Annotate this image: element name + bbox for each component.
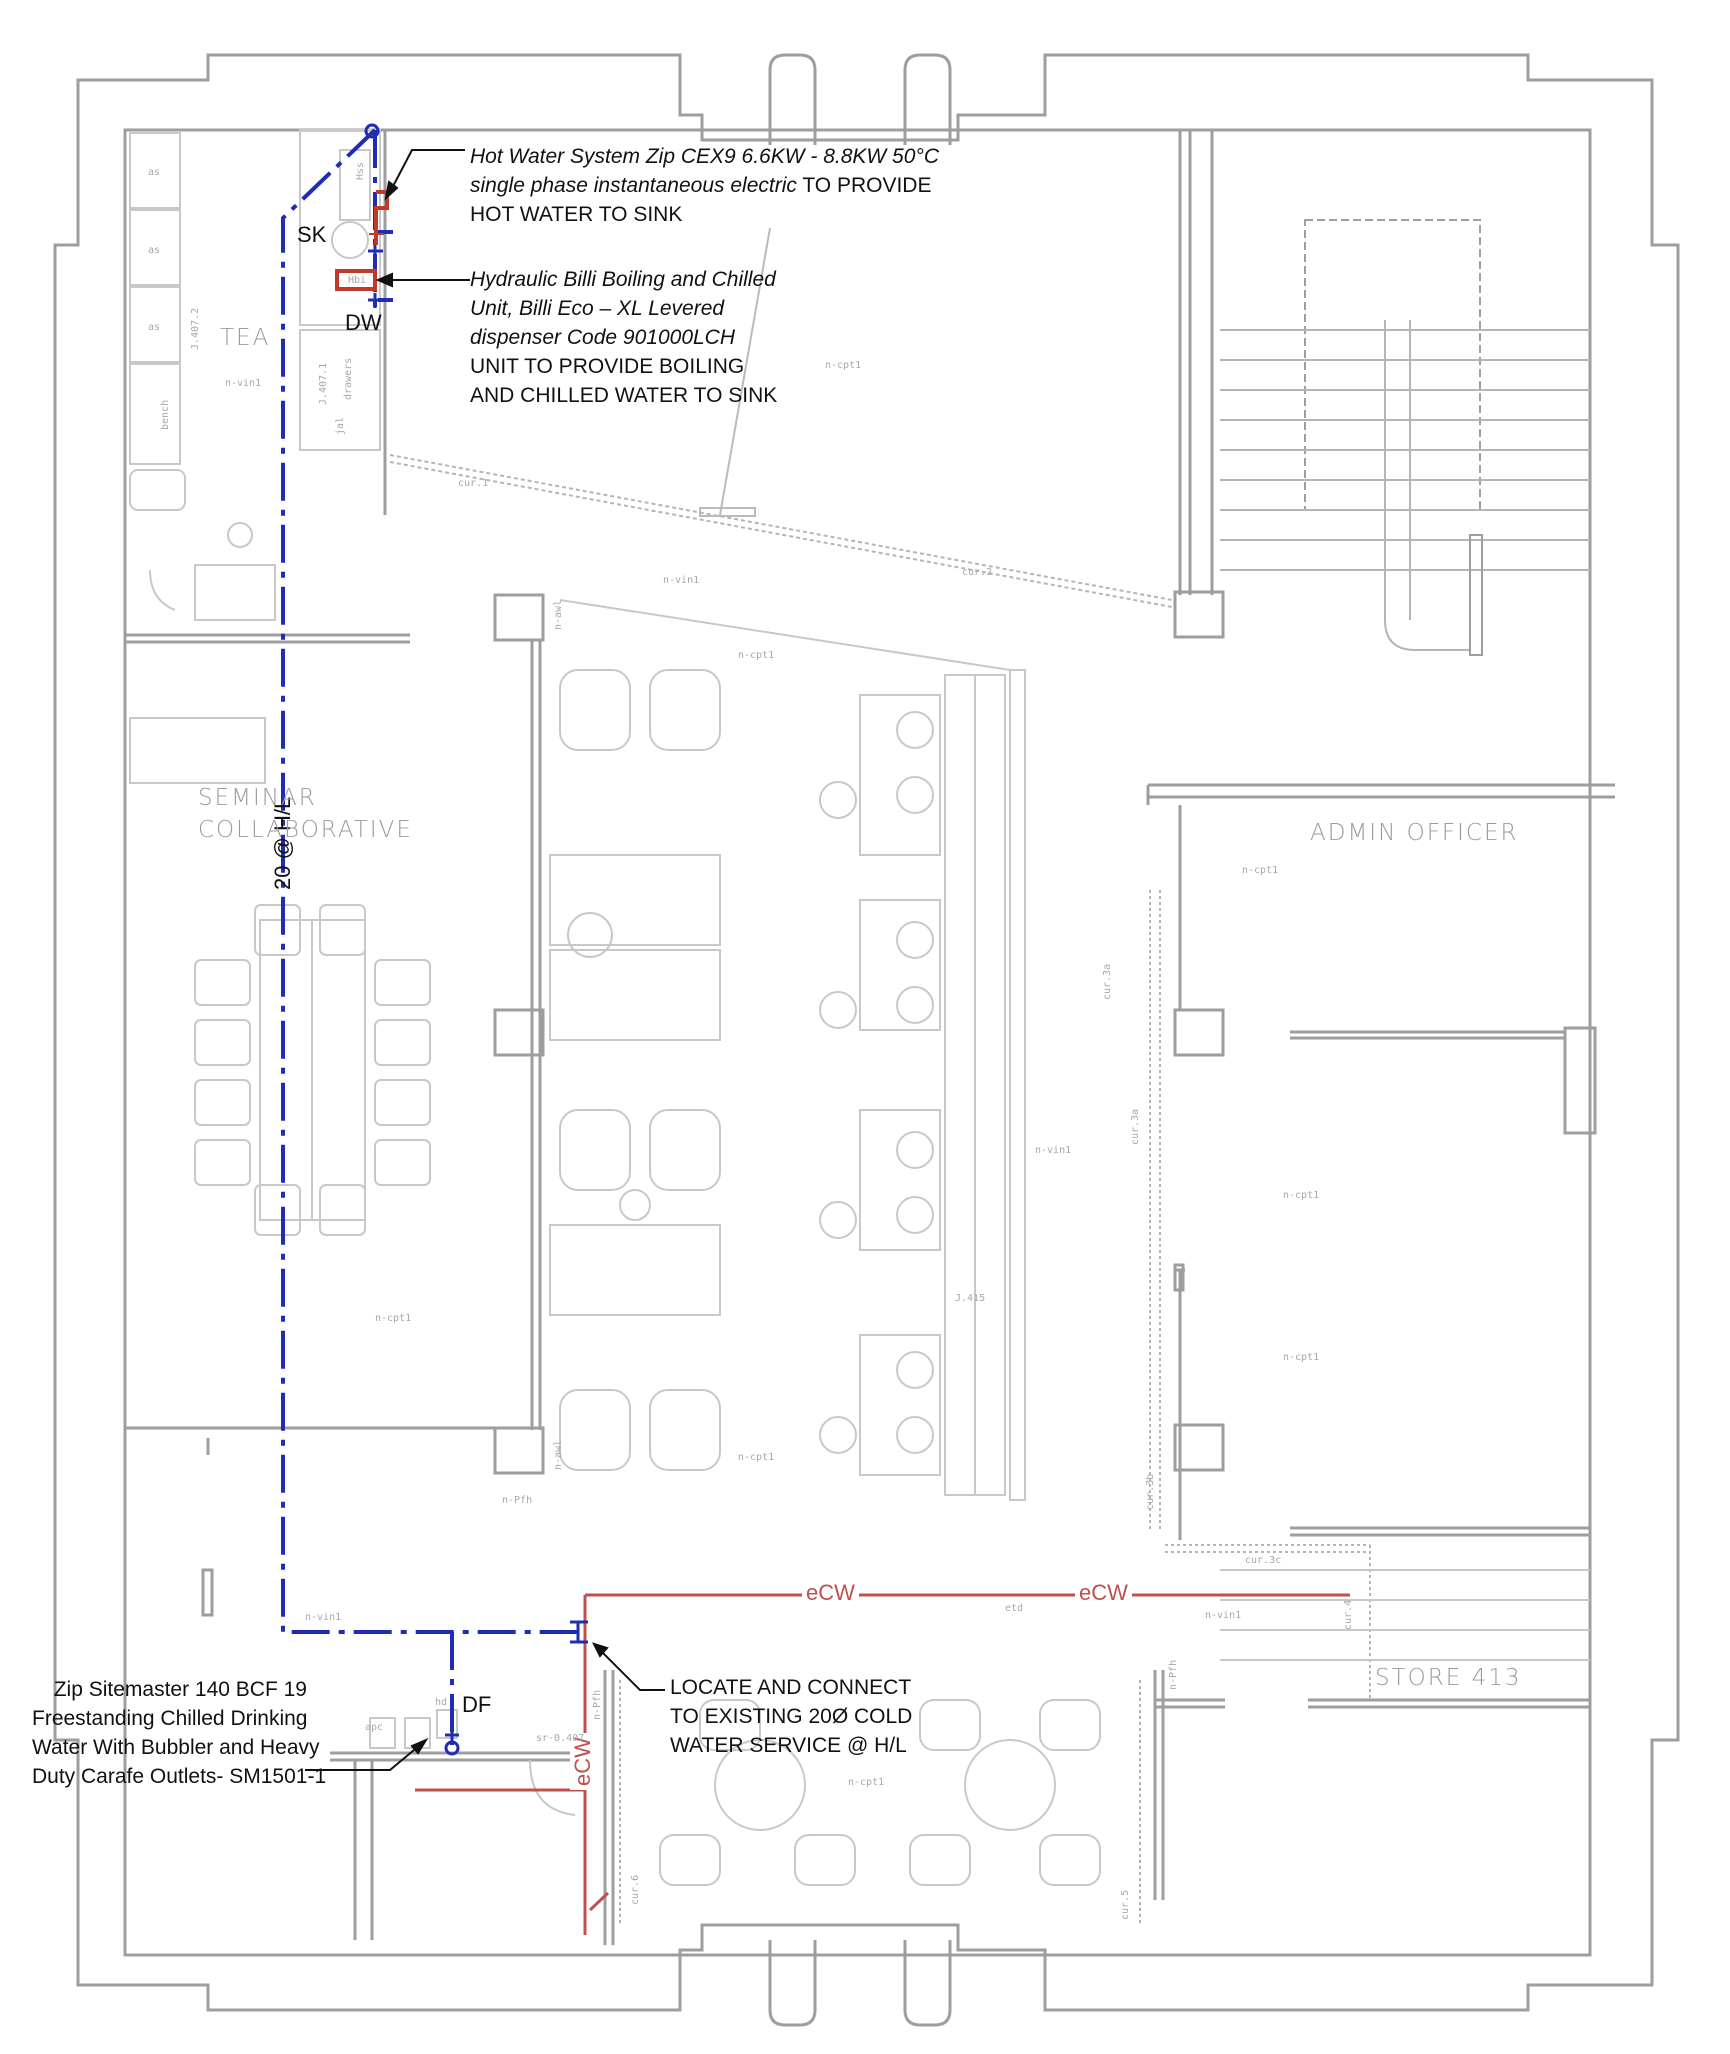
finish-tag: n-cpt1 [1283,1190,1320,1201]
note-billi-line5: AND CHILLED WATER TO SINK [470,384,778,407]
finish-tag: etd [1005,1603,1024,1614]
finish-tag: n-vin1 [305,1612,342,1623]
finish-tag: sr-0.407 [536,1733,585,1744]
existing-cold-water-pipe [415,1595,1350,1935]
room-name-seminar [198,782,413,846]
room-name-admin-officer: ADMIN OFFICER [1310,820,1519,846]
note-fountain-line4: Duty Carafe Outlets- SM1501-1 [32,1765,327,1788]
finish-tag: n-Pfh [1168,1659,1179,1690]
note-billi-line3: dispenser Code 901000LCH [470,326,736,349]
tag-drinking-fountain: DF [462,1692,492,1717]
room-name-seminar-line2: COLLABORATIVE [198,817,413,843]
pipe-size-label: 20 @ H/L [270,796,295,890]
note-hot-water-system [470,142,939,229]
finish-tag: n-cpt1 [848,1777,885,1788]
finish-tag: J.407.2 [190,307,201,350]
finish-tag: as [148,167,161,178]
finish-tag: cur.5 [1120,1889,1131,1920]
cafe-furniture [370,1570,1590,1885]
room-name-tea: TEA [220,325,271,351]
open-plan-furniture [550,600,1025,1500]
finish-tag: n-awl [553,599,564,630]
finish-tag: n-cpt1 [375,1313,412,1324]
finish-tag: J.407.1 [318,362,329,405]
note-billi-unit [470,265,777,410]
finish-tag: bench [160,399,171,430]
note-fountain-line3: Water With Bubbler and Heavy [32,1736,320,1759]
note-fountain-line2: Freestanding Chilled Drinking [32,1707,308,1730]
room-name-seminar-line1: SEMINAR [198,785,317,811]
finish-tag: n-Pfh [592,1689,603,1720]
finish-tag: n-cpt1 [1242,865,1279,876]
finish-tag: cur.3a [1130,1108,1141,1145]
ecw-label-1: eCW [802,1580,859,1606]
finish-tag: Hbi [348,275,367,286]
finish-tag: n-cpt1 [738,650,775,661]
finish-tag: cur.4 [1343,1599,1354,1630]
tag-sink: SK [297,222,327,247]
finish-tag: cur.1 [458,478,489,489]
stair [1220,220,1590,655]
note-billi-line4: UNIT TO PROVIDE BOILING [470,355,745,378]
note-drinking-fountain [32,1675,327,1791]
finish-tag: cur.6 [630,1874,641,1905]
finish-tag: n-awl [553,1439,564,1470]
finish-tag: hd [435,1697,448,1708]
tag-dishwasher: DW [345,310,382,335]
finish-tag: J.415 [955,1293,986,1304]
finish-tag: cur.2 [962,567,993,578]
note-billi-line2: Unit, Billi Eco – XL Levered [470,297,725,320]
finish-tag: n-vin1 [663,575,700,586]
note-hot-water-line3: HOT WATER TO SINK [470,203,683,226]
finish-tag: n-vin1 [225,378,262,389]
note-hot-water-line2a: single phase instantaneous electric [470,174,797,197]
note-hot-water-line1: Hot Water System Zip CEX9 6.6KW - 8.8KW 50°C [470,145,939,168]
finish-tag: n-Pfh [502,1495,533,1506]
finish-tag: cur.3a [1102,963,1113,1000]
note-connect-line1: LOCATE AND CONNECT [670,1676,912,1699]
finish-tag: n-cpt1 [825,360,862,371]
finish-tag: apc [365,1722,384,1733]
finish-tag: n-vin1 [1205,1610,1242,1621]
finish-tag: n-vin1 [1035,1145,1072,1156]
finish-tag: n-cpt1 [738,1452,775,1463]
ecw-label-3: eCW [570,1733,596,1790]
room-name-store: STORE 413 [1375,1665,1522,1691]
note-connect-line3: WATER SERVICE @ H/L [670,1734,907,1757]
finish-tag: cur.3b [1145,1473,1156,1510]
note-fountain-line1: Zip Sitemaster 140 BCF 19 [53,1678,307,1701]
finish-tag: n-cpt1 [1283,1352,1320,1363]
finish-tag: jal [335,416,346,435]
finish-tag: as [148,322,161,333]
note-hot-water-line2 [470,171,939,200]
finish-tag: drawers [343,357,354,400]
ecw-label-2: eCW [1075,1580,1132,1606]
note-hot-water-line2b: TO PROVIDE [796,174,932,197]
note-connect-line2: TO EXISTING 20Ø COLD [670,1705,913,1728]
finish-tag: Hss [355,161,366,180]
note-connect-existing [670,1673,912,1760]
finish-tag: as [148,245,161,256]
finish-tag: cur.3c [1245,1555,1282,1566]
note-billi-line1: Hydraulic Billi Boiling and Chilled [470,268,776,291]
